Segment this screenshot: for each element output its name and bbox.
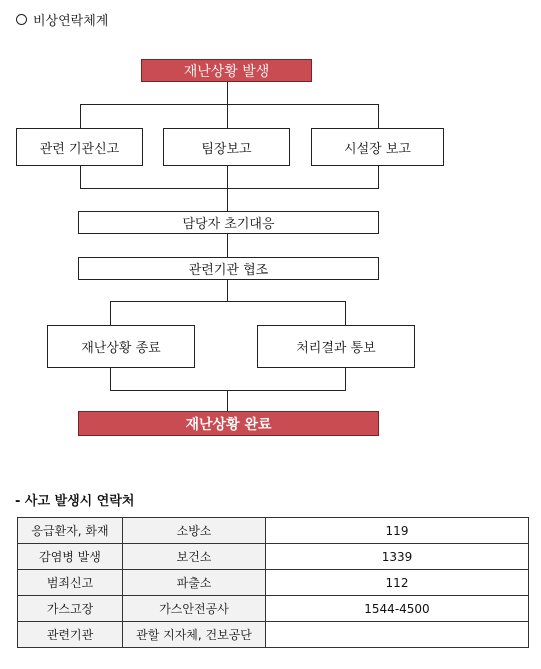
table-row bbox=[18, 570, 529, 596]
contacts-title: - 사고 발생시 연락처 bbox=[15, 494, 135, 509]
connector bbox=[345, 301, 346, 325]
table-row bbox=[18, 622, 529, 648]
situation-cell: 응급환자, 화재 bbox=[18, 518, 123, 544]
circle-bullet-icon bbox=[16, 14, 27, 25]
connector bbox=[110, 390, 346, 391]
connector bbox=[80, 104, 379, 105]
section-title: 비상연락체계 bbox=[33, 14, 109, 29]
connector bbox=[378, 104, 379, 128]
flow-start-box: 재난상황 발생 bbox=[141, 59, 312, 82]
connector bbox=[345, 368, 346, 390]
connector bbox=[110, 301, 111, 325]
connector bbox=[110, 368, 111, 390]
flow-notify-result-box: 처리결과 통보 bbox=[257, 325, 415, 368]
flow-report-agencies-box: 관련 기관신고 bbox=[16, 128, 143, 166]
number-cell: 1544-4500 bbox=[266, 596, 529, 622]
flow-complete-box: 재난상황 완료 bbox=[78, 411, 379, 436]
situation-cell: 범죄신고 bbox=[18, 570, 123, 596]
flow-initial-response-box: 담당자 초기대응 bbox=[78, 211, 379, 234]
flow-report-facility-box: 시설장 보고 bbox=[311, 128, 444, 166]
situation-cell: 가스고장 bbox=[18, 596, 123, 622]
table-row bbox=[18, 518, 529, 544]
flow-end-situation-box: 재난상황 종료 bbox=[47, 325, 195, 368]
number-cell: 1339 bbox=[266, 544, 529, 570]
connector bbox=[110, 301, 346, 302]
number-cell: 119 bbox=[266, 518, 529, 544]
agency-cell: 관할 지자체, 건보공단 bbox=[123, 622, 266, 648]
agency-cell: 보건소 bbox=[123, 544, 266, 570]
connector bbox=[227, 104, 228, 128]
table-row bbox=[18, 596, 529, 622]
number-cell: 112 bbox=[266, 570, 529, 596]
connector bbox=[378, 166, 379, 188]
situation-cell: 관련기관 bbox=[18, 622, 123, 648]
agency-cell: 소방소 bbox=[123, 518, 266, 544]
agency-cell: 가스안전공사 bbox=[123, 596, 266, 622]
agency-cell: 파출소 bbox=[123, 570, 266, 596]
connector bbox=[80, 188, 379, 189]
flow-report-team-box: 팀장보고 bbox=[163, 128, 290, 166]
number-cell bbox=[266, 622, 529, 648]
connector bbox=[80, 104, 81, 128]
connector bbox=[227, 234, 228, 257]
connector bbox=[227, 390, 228, 411]
contacts-table bbox=[17, 517, 529, 648]
connector bbox=[227, 280, 228, 301]
section-heading bbox=[16, 10, 108, 29]
connector bbox=[227, 82, 228, 104]
situation-cell: 감염병 발생 bbox=[18, 544, 123, 570]
flow-cooperation-box: 관련기관 협조 bbox=[78, 257, 379, 280]
connector bbox=[80, 166, 81, 188]
table-row bbox=[18, 544, 529, 570]
